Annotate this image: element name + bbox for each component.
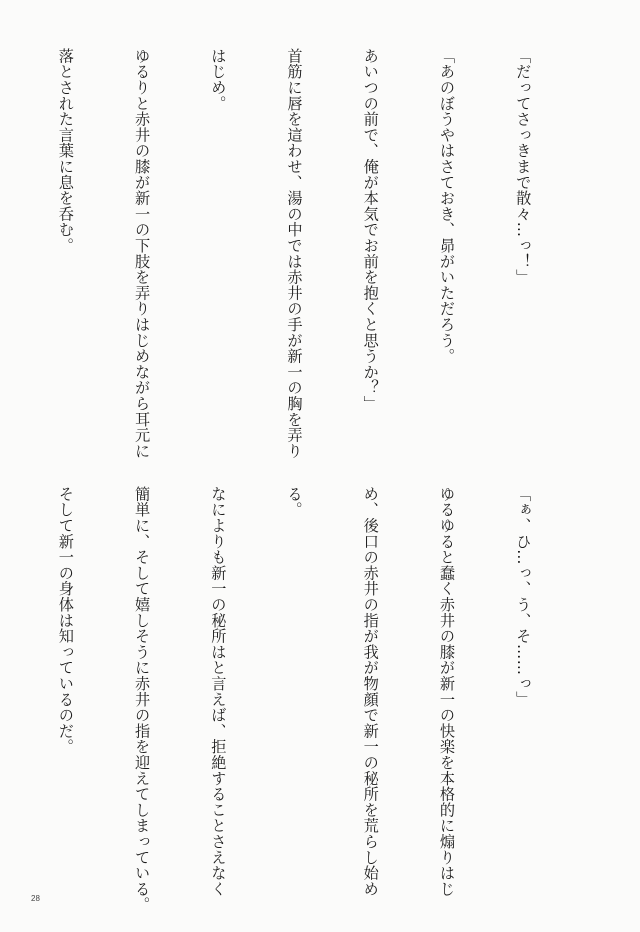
text-line: あいつの前で、俺が本気でお前を抱くと思うか？」 [361,48,380,412]
text-line: そして新一の身体は知っているのだ。 [56,486,75,755]
text-line: 簡単に、そして嬉しそうに赤井の指を迎えてしまっている。 [133,486,152,913]
text-line: ゆるゆると蠢く赤井の膝が新一の快楽を本格的に煽りはじ [437,486,456,897]
text-line [0,486,2,906]
text-line: なによりも新一の秘所はと言えば、拒絶することさえなく [209,486,228,897]
page-number: 28 [31,894,40,903]
text-line: る。 [285,486,304,518]
text-line: 落とされた言葉に息を呑む。 [56,48,75,254]
text-line: 首筋に唇を這わせ、湯の中では赤井の手が新一の胸を弄り [285,48,304,459]
text-line: 「だってさっきまで散々…っ！」 [514,48,533,285]
upper-text-block [0,48,586,468]
text-line: はじめ。 [209,48,228,112]
text-line: め、後口の赤井の指が我が物顔で新一の秘所を荒らし始め [361,486,380,897]
text-line: ゆるりと赤井の膝が新一の下肢を弄りはじめながら耳元に [133,48,152,459]
text-line: 「あのぼうやはさておき、昴がいただろう。 [437,48,456,364]
text-line: 「ぁ、ひ…っ、う、そ……っ」 [514,486,533,708]
text-line [0,48,2,468]
lower-text-block [0,486,586,913]
